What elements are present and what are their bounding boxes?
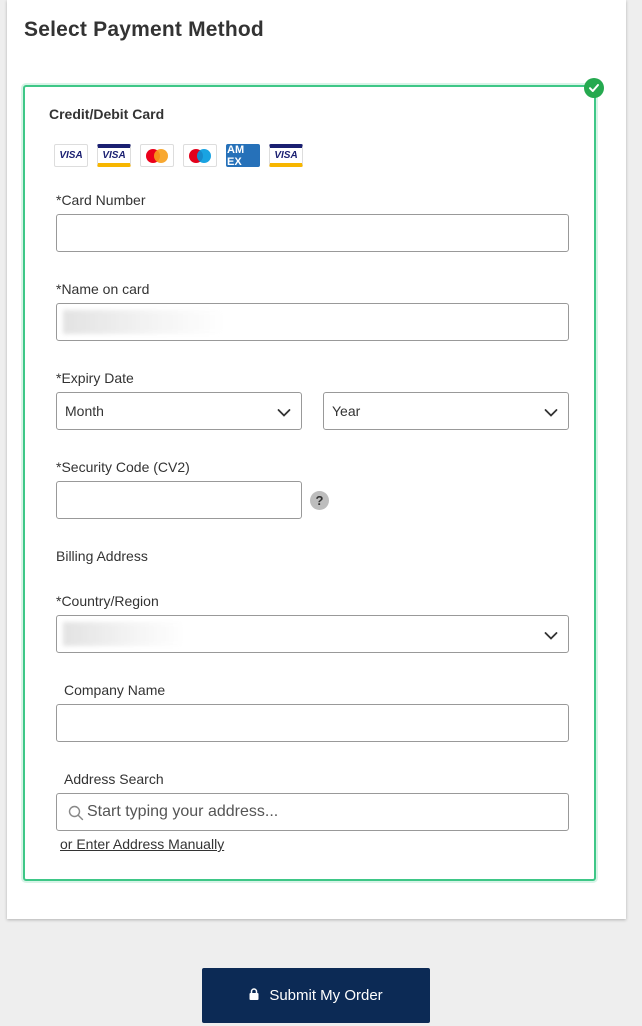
expiry-year-select[interactable] [323,392,569,430]
name-on-card-label: *Name on card [56,281,150,297]
question-icon[interactable]: ? [310,491,329,510]
chevron-down-icon [277,405,291,423]
check-icon [584,78,604,98]
company-name-input[interactable] [56,704,569,742]
country-region-select[interactable] [56,615,569,653]
address-search-input[interactable] [87,794,557,830]
lock-icon [249,987,259,1004]
company-name-label: Company Name [64,682,166,698]
expiry-year-value: Year [332,403,361,419]
chevron-down-icon [544,405,558,423]
maestro-logo [183,144,217,167]
name-on-card-input[interactable] [56,303,569,341]
enter-address-manually-link[interactable]: or Enter Address Manually [60,836,225,852]
card-option-title: Credit/Debit Card [49,106,165,122]
search-icon [68,805,84,826]
security-code-label: *Security Code (CV2) [56,459,190,475]
security-code-input[interactable] [56,481,302,519]
visa-logo: VISA [54,144,88,167]
page-title: Select Payment Method [24,18,264,41]
address-search-field[interactable] [56,793,569,831]
amex-logo: AM EX [226,144,260,167]
visa-electron-logo: VISA [97,144,131,167]
card-number-input[interactable] [56,214,569,252]
redacted-value [63,622,183,646]
card-number-label: *Card Number [56,192,146,208]
billing-address-heading: Billing Address [56,548,148,564]
country-region-label: *Country/Region [56,593,159,609]
chevron-down-icon [544,628,558,646]
expiry-month-select[interactable] [56,392,302,430]
redacted-value [63,310,223,334]
visa-debit-logo: VISA [269,144,303,167]
address-search-label: Address Search [64,771,164,787]
submit-order-button[interactable] [202,968,430,1023]
card-logos [54,144,303,167]
submit-order-label: Submit My Order [269,987,383,1004]
expiry-month-value: Month [65,403,104,419]
mastercard-logo [140,144,174,167]
expiry-date-label: *Expiry Date [56,370,134,386]
